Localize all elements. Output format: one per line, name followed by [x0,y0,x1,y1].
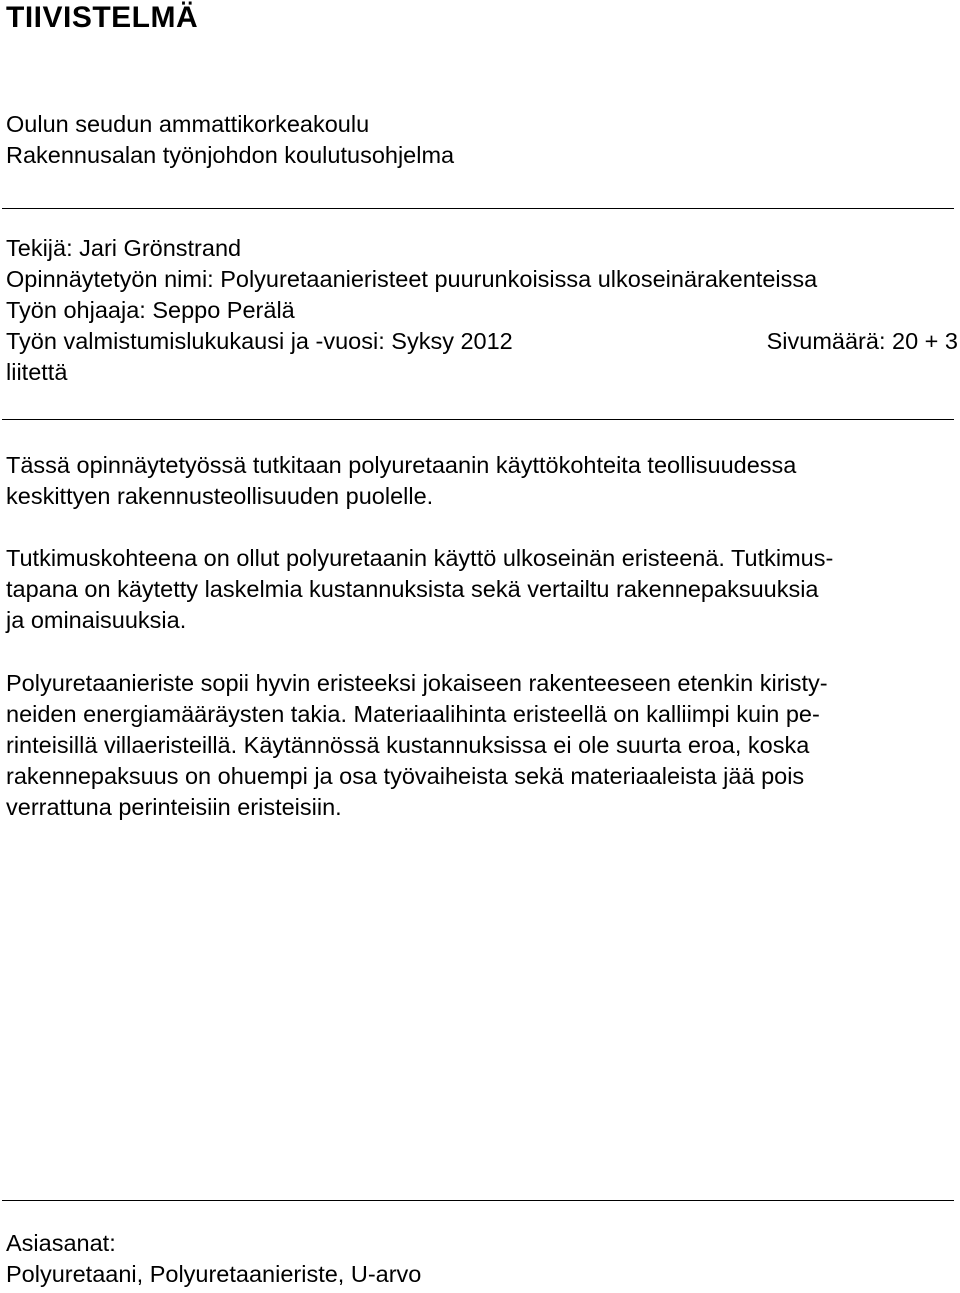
paragraph-line: Tutkimuskohteena on ollut polyuretaanin käyttö ulkoseinän eristeenä. Tutkimus- [6,545,834,571]
paragraph-line: keskittyen rakennusteollisuuden puolelle. [6,483,434,509]
divider-line [2,1200,954,1201]
supervisor-line: Työn ohjaaja: Seppo Perälä [6,297,295,323]
paragraph-line: rakennepaksuus on ohuempi ja osa työvaiheista sekä materiaaleista jää pois [6,763,805,789]
keywords-block [6,1228,421,1290]
paragraph-line: ja ominaisuuksia. [6,607,187,633]
programme-name: Rakennusalan työnjohdon koulutusohjelma [6,142,455,168]
paragraph-line: Polyuretaanieriste sopii hyvin eristeeksi jokaiseen rakenteeseen etenkin kiristy- [6,670,828,696]
paragraph-line: tapana on käytetty laskelmia kustannuksista sekä vertailtu rakennepaksuuksia [6,576,819,602]
paragraph-line: Tässä opinnäytetyössä tutkitaan polyuretaanin käyttökohteita teollisuudessa [6,452,797,478]
divider-line [2,419,954,420]
completion-line: Työn valmistumislukukausi ja -vuosi: Syksy 2012 [6,328,513,354]
page-title: TIIVISTELMÄ [6,1,199,34]
page-count-continued: liitettä [6,359,68,385]
school-name: Oulun seudun ammattikorkeakoulu [6,111,370,137]
paragraph-line: verrattuna perinteisiin eristeisiin. [6,794,342,820]
institution-block [6,109,454,171]
keywords-label: Asiasanat: [6,1230,116,1256]
thesis-meta-block [6,233,958,388]
thesis-title-line: Opinnäytetyön nimi: Polyuretaanieristeet puurunkoisissa ulkoseinärakenteissa [6,266,818,292]
completion-row [6,326,958,357]
paragraph-line: neiden energiamääräysten takia. Materiaalihinta eristeellä on kalliimpi kuin pe- [6,701,820,727]
keywords-value: Polyuretaani, Polyuretaanieriste, U-arvo [6,1261,422,1287]
abstract-paragraph-1 [6,450,796,512]
divider-line [2,208,954,209]
author-line: Tekijä: Jari Grönstrand [6,235,242,261]
abstract-paragraph-2 [6,543,833,636]
paragraph-line: rinteisillä villaeristeillä. Käytännössä kustannuksissa ei ole suurta eroa, koska [6,732,810,758]
abstract-paragraph-3 [6,668,828,823]
page-count: Sivumäärä: 20 + 3 [766,328,958,354]
